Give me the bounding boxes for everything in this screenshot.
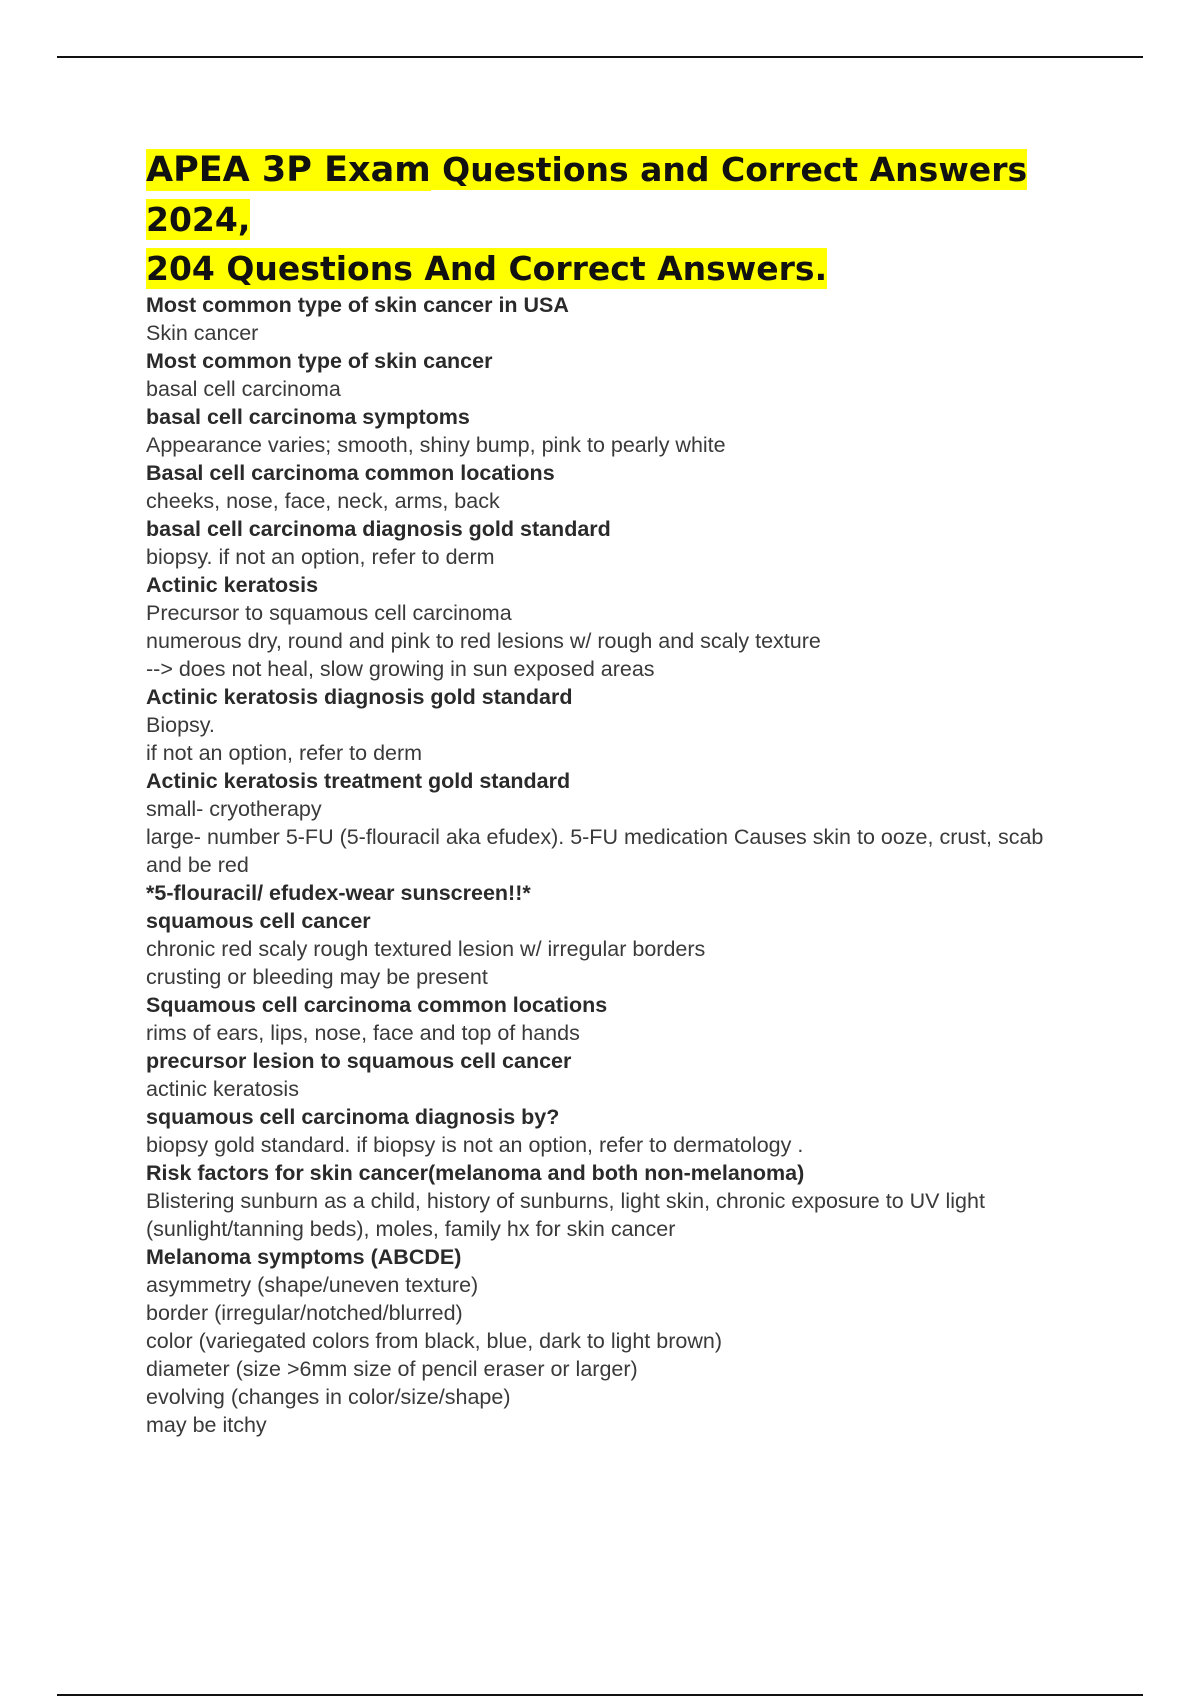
answer-text: rims of ears, lips, nose, face and top of hands [146, 1021, 580, 1045]
question-text: basal cell carcinoma diagnosis gold standard [146, 517, 611, 541]
answer-text: Skin cancer [146, 321, 259, 345]
question-text: Most common type of skin cancer in USA [146, 293, 569, 317]
question-text: basal cell carcinoma symptoms [146, 405, 470, 429]
answer-text: diameter (size >6mm size of pencil eraser or larger) [146, 1357, 638, 1381]
answer-text: Appearance varies; smooth, shiny bump, pink to pearly white [146, 433, 726, 457]
title-part-1: APEA 3P Exam [146, 150, 431, 190]
answer-text: evolving (changes in color/size/shape) [146, 1385, 511, 1409]
answer-text: color (variegated colors from black, blue, dark to light brown) [146, 1329, 722, 1353]
answer-text: may be itchy [146, 1413, 267, 1437]
question-text: Basal cell carcinoma common locations [146, 461, 555, 485]
question-text: Actinic keratosis diagnosis gold standard [146, 685, 573, 709]
question-text: Actinic keratosis treatment gold standard [146, 769, 571, 793]
answer-text: Biopsy. [146, 713, 215, 737]
answer-text: border (irregular/notched/blurred) [146, 1301, 463, 1325]
answer-text: asymmetry (shape/uneven texture) [146, 1273, 479, 1297]
question-text: Squamous cell carcinoma common locations [146, 993, 608, 1017]
answer-text: small- cryotherapy [146, 797, 322, 821]
qa-list [146, 291, 1076, 1439]
answer-text: crusting or bleeding may be present [146, 965, 488, 989]
question-text: *5-flouracil/ efudex-wear sunscreen!!* [146, 881, 531, 905]
question-text: Actinic keratosis [146, 573, 319, 597]
answer-text: --> does not heal, slow growing in sun exposed areas [146, 657, 655, 681]
question-text: precursor lesion to squamous cell cancer [146, 1049, 572, 1073]
question-text: squamous cell carcinoma diagnosis by? [146, 1105, 560, 1129]
header-rule [57, 56, 1143, 58]
question-text: Melanoma symptoms (ABCDE) [146, 1245, 462, 1269]
answer-text: biopsy gold standard. if biopsy is not an option, refer to dermatology . [146, 1133, 804, 1157]
answer-text: numerous dry, round and pink to red lesions w/ rough and scaly texture [146, 629, 821, 653]
answer-text: Precursor to squamous cell carcinoma [146, 601, 512, 625]
document-title [146, 145, 1076, 293]
answer-text: large- number 5-FU (5-flouracil aka efudex). 5-FU medication Causes skin to ooze, crust, scab and be red [146, 825, 1044, 877]
answer-text: Blistering sunburn as a child, history of sunburns, light skin, chronic exposure to UV light (sunlight/tanning beds), moles, family hx for skin cancer [146, 1189, 985, 1241]
footer-rule [57, 1694, 1143, 1696]
title-part-3: 204 Questions And Correct Answers. [146, 249, 828, 288]
title-part-2: Questions and Correct Answers 2024, [146, 150, 1028, 239]
answer-text: chronic red scaly rough textured lesion w/ irregular borders [146, 937, 706, 961]
answer-text: cheeks, nose, face, neck, arms, back [146, 489, 500, 513]
answer-text: biopsy. if not an option, refer to derm [146, 545, 495, 569]
answer-text: basal cell carcinoma [146, 377, 341, 401]
question-text: squamous cell cancer [146, 909, 371, 933]
answer-text: if not an option, refer to derm [146, 741, 423, 765]
question-text: Most common type of skin cancer [146, 349, 493, 373]
answer-text: actinic keratosis [146, 1077, 299, 1101]
question-text: Risk factors for skin cancer(melanoma and both non-melanoma) [146, 1161, 805, 1185]
